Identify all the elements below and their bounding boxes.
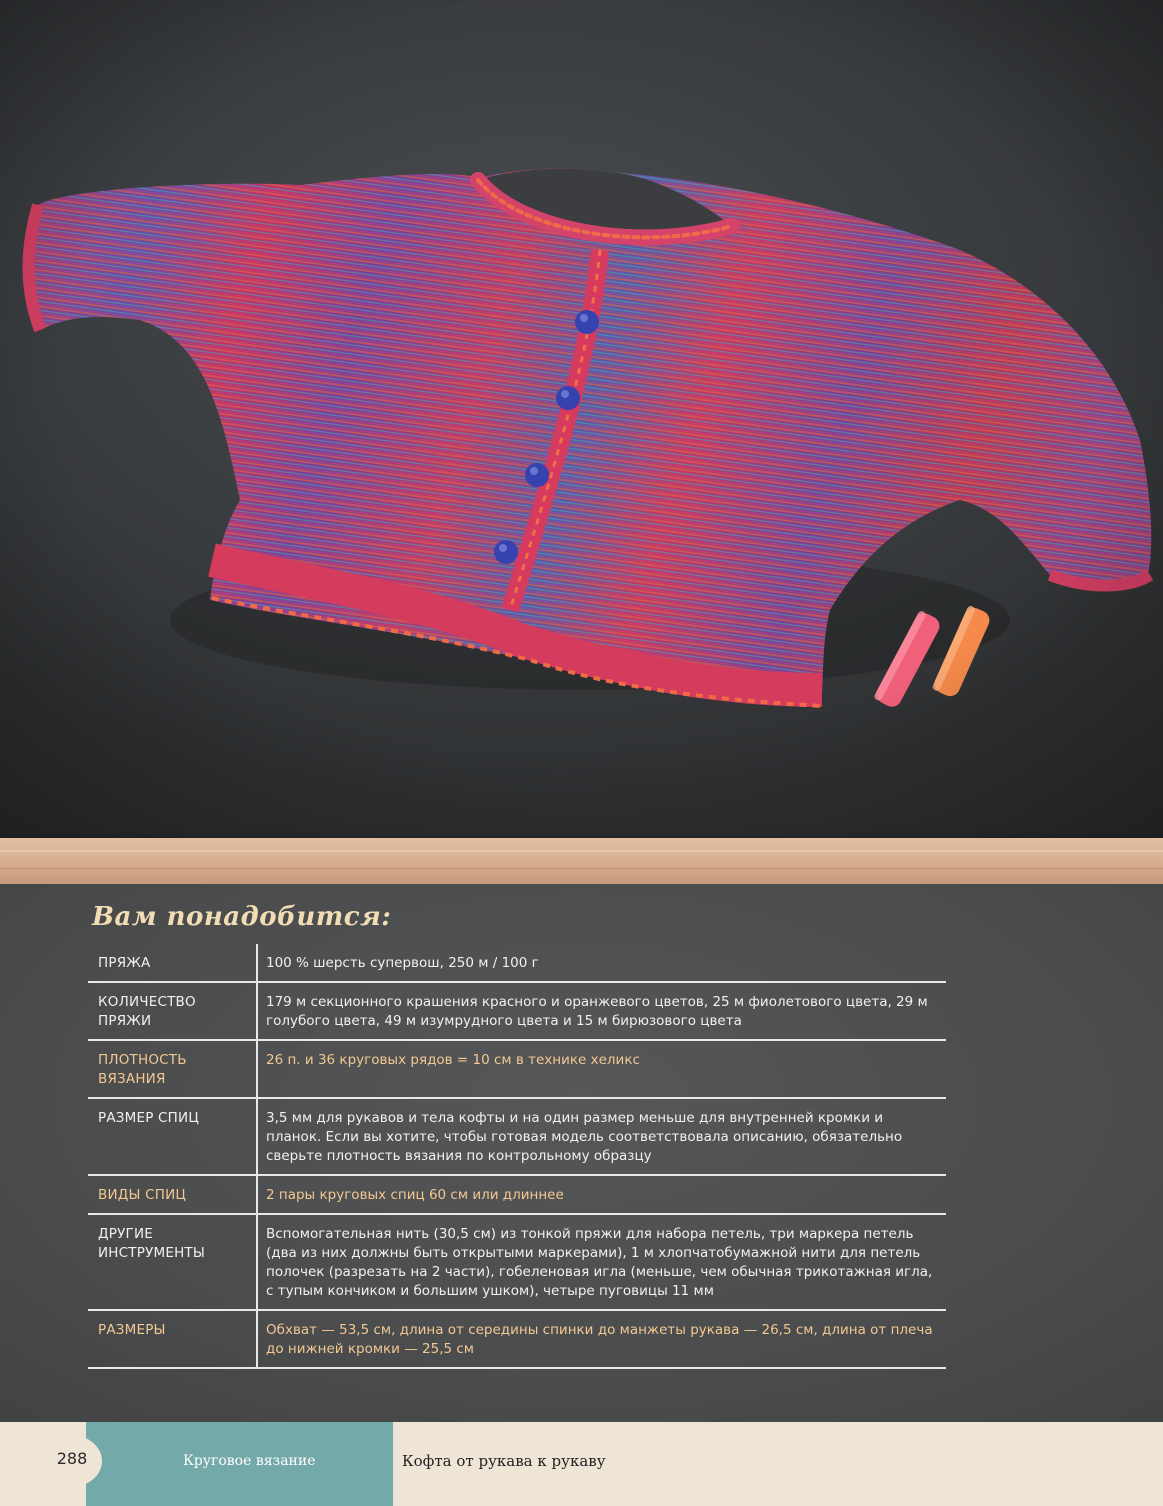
materials-value: Вспомогательная нить (30,5 см) из тонкой пряжи для набора петель, три маркера петель (два из них должны быть открытыми маркерами), 1 м хлопчатобумажной нити для петель полочек (разрезать на 2 части), гобеленовая игла (меньше, чем обычная трикотажная игла, с тупым кончиком и большим ушком), четыре пуговицы 11 мм	[257, 1214, 946, 1310]
materials-value: 179 м секционного крашения красного и оранжевого цветов, 25 м фиолетового цвета, 29 м голубого цвета, 49 м изумрудного цвета и 15 м бирюзового цвета	[257, 982, 946, 1040]
materials-table	[88, 944, 946, 1369]
materials-value: 100 % шерсть супервош, 250 м / 100 г	[257, 944, 946, 982]
materials-label: РАЗМЕР СПИЦ	[88, 1098, 257, 1175]
footer-section-title: Круговое вязание	[183, 1453, 316, 1469]
materials-label: КОЛИЧЕСТВО ПРЯЖИ	[88, 982, 257, 1040]
materials-row	[88, 944, 946, 982]
materials-heading: Вам понадобится:	[92, 902, 392, 932]
materials-label: РАЗМЕРЫ	[88, 1310, 257, 1368]
materials-row	[88, 1214, 946, 1310]
materials-value: Обхват — 53,5 см, длина от середины спинки до манжеты рукава — 26,5 см, длина от плеча до нижней кромки — 25,5 см	[257, 1310, 946, 1368]
materials-value: 26 п. и 36 круговых рядов = 10 см в технике хеликс	[257, 1040, 946, 1098]
materials-row	[88, 1175, 946, 1214]
materials-value: 2 пары круговых спиц 60 см или длиннее	[257, 1175, 946, 1214]
wooden-ledge	[0, 838, 1163, 884]
materials-label: ПЛОТНОСТЬ ВЯЗАНИЯ	[88, 1040, 257, 1098]
materials-row	[88, 1098, 946, 1175]
page-number: 288	[56, 1449, 88, 1468]
materials-label: ВИДЫ СПИЦ	[88, 1175, 257, 1214]
materials-label: ДРУГИЕ ИНСТРУМЕНТЫ	[88, 1214, 257, 1310]
materials-label: ПРЯЖА	[88, 944, 257, 982]
materials-row	[88, 1040, 946, 1098]
materials-value: 3,5 мм для рукавов и тела кофты и на один размер меньше для внутренней кромки и планок. Если вы хотите, чтобы готовая модель соответствовала описанию, обязательно сверьте плотность вязания по контрольному образцу	[257, 1098, 946, 1175]
materials-row	[88, 982, 946, 1040]
footer-chapter-title: Кофта от рукава к рукаву	[402, 1452, 606, 1470]
materials-row	[88, 1310, 946, 1368]
